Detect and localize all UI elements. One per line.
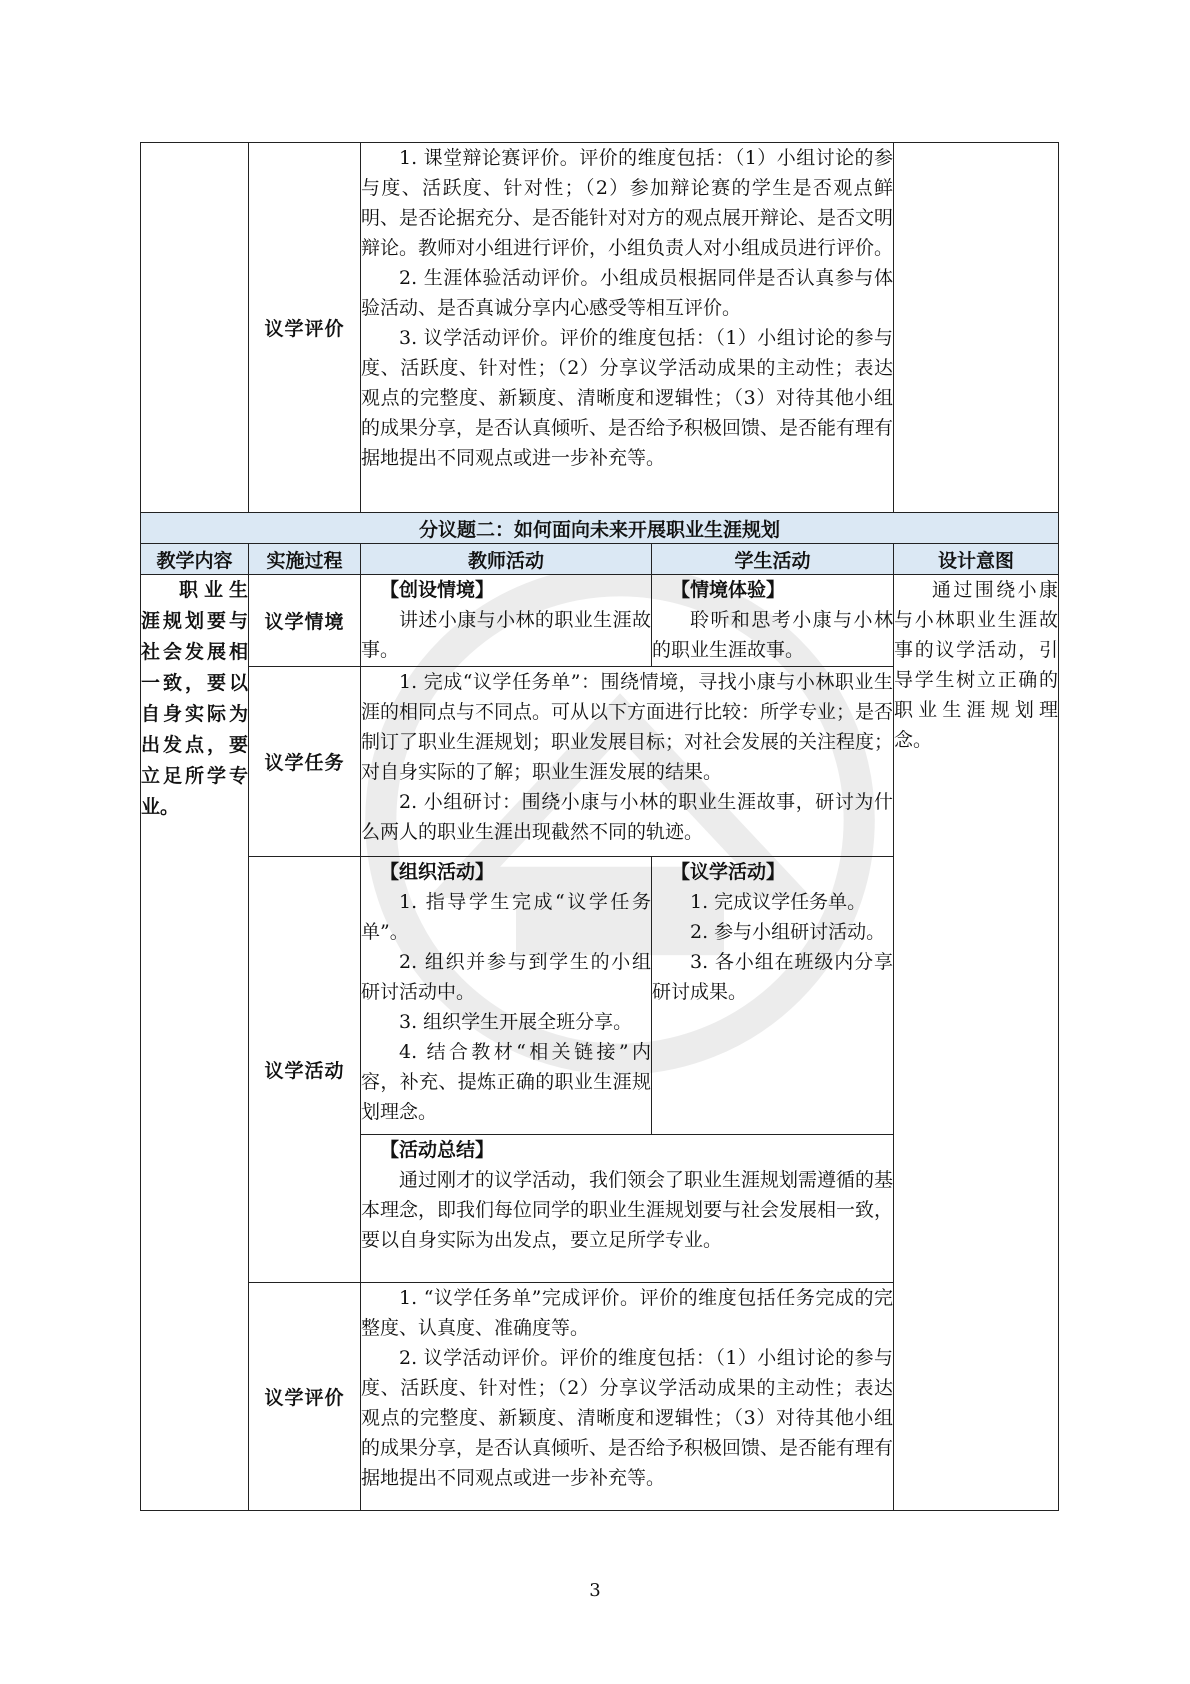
top-eval-text bbox=[361, 143, 894, 513]
teacher-activity-item: 4. 结合教材“相关链接”内容，补充、提炼正确的职业生涯规划理念。 bbox=[361, 1041, 651, 1123]
empty-intent-cell bbox=[894, 143, 1059, 513]
student-situation-heading: 【情境体验】 bbox=[671, 579, 786, 601]
column-header: 实施过程 bbox=[249, 544, 361, 575]
evaluation-paragraph: 2. 议学活动评价。评价的维度包括：（1）小组讨论的参与度、活跃度、针对性；（2）分享议学活动成果的主动性；表达观点的完整度、新颖度、清晰度和逻辑性；（3）对待其他小组的成果分享，是否认真倾听、是否给予积极回馈、是否能有理有据地提出不同观点或进一步补充等。 bbox=[361, 1347, 894, 1489]
teacher-activity-heading: 【组织活动】 bbox=[380, 861, 495, 883]
eval-paragraph: 1. 课堂辩论赛评价。评价的维度包括：（1）小组讨论的参与度、活跃度、针对性；（2）参加辩论赛的学生是否观点鲜明、是否论据充分、是否能针对对方的观点展开辩论、是否文明辩论。教师对小组进行评价，小组负责人对小组成员进行评价。 bbox=[361, 147, 894, 259]
column-header: 教学内容 bbox=[141, 544, 249, 575]
student-activity-item: 2. 参与小组研讨活动。 bbox=[690, 921, 886, 943]
column-header: 学生活动 bbox=[652, 544, 894, 575]
task-paragraph: 1. 完成“议学任务单”：围绕情境，寻找小康与小林职业生涯的相同点与不同点。可从以下方面进行比较：所学专业；是否制订了职业生涯规划；职业发展目标；对社会发展的关注程度；对自身实际的了解；职业生涯发展的结果。 bbox=[361, 671, 894, 783]
process-label-activity: 议学活动 bbox=[249, 857, 361, 1283]
situation-row bbox=[141, 575, 1059, 667]
process-label-task: 议学任务 bbox=[249, 667, 361, 857]
student-activity-item: 3. 各小组在班级内分享研讨成果。 bbox=[652, 951, 894, 1003]
student-activity-heading: 【议学活动】 bbox=[671, 861, 786, 883]
student-situation-text: 聆听和思考小康与小林的职业生涯故事。 bbox=[652, 609, 894, 661]
design-intent: 通过围绕小康与小林职业生涯故事的议学活动，引导学生树立正确的职业生涯规划理念。 bbox=[894, 575, 1059, 1511]
lesson-plan-table bbox=[140, 142, 1059, 1511]
process-label-evaluation: 议学评价 bbox=[249, 1283, 361, 1511]
teacher-situation-cell bbox=[361, 575, 652, 667]
column-header: 教师活动 bbox=[361, 544, 652, 575]
task-paragraph: 2. 小组研讨：围绕小康与小林的职业生涯故事，研讨为什么两人的职业生涯出现截然不同的轨迹。 bbox=[361, 791, 894, 843]
teacher-activity-item: 1. 指导学生完成“议学任务单”。 bbox=[361, 891, 651, 943]
column-header-row bbox=[141, 544, 1059, 575]
student-activity-item: 1. 完成议学任务单。 bbox=[690, 891, 867, 913]
top-eval-row bbox=[141, 143, 1059, 513]
empty-content-cell bbox=[141, 143, 249, 513]
teacher-activity-item: 3. 组织学生开展全班分享。 bbox=[399, 1011, 633, 1033]
student-situation-cell bbox=[652, 575, 894, 667]
task-text bbox=[361, 667, 894, 857]
teacher-situation-text: 讲述小康与小林的职业生涯故事。 bbox=[361, 609, 651, 661]
eval-paragraph: 3. 议学活动评价。评价的维度包括：（1）小组讨论的参与度、活跃度、针对性；（2）分享议学活动成果的主动性；表达观点的完整度、新颖度、清晰度和逻辑性；（3）对待其他小组的成果分享，是否认真倾听、是否给予积极回馈、是否能有理有据地提出不同观点或进一步补充等。 bbox=[361, 327, 894, 469]
evaluation-paragraph: 1. “议学任务单”完成评价。评价的维度包括任务完成的完整度、认真度、准确度等。 bbox=[361, 1287, 894, 1339]
eval-paragraph: 2. 生涯体验活动评价。小组成员根据同伴是否认真参与体验活动、是否真诚分享内心感受等相互评价。 bbox=[361, 267, 894, 319]
activity-summary-heading: 【活动总结】 bbox=[380, 1139, 495, 1161]
activity-summary-cell bbox=[361, 1135, 894, 1283]
process-label-situation: 议学情境 bbox=[249, 575, 361, 667]
section-title: 分议题二：如何面向未来开展职业生涯规划 bbox=[141, 513, 1059, 544]
teacher-situation-heading: 【创设情境】 bbox=[380, 579, 495, 601]
page-number: 3 bbox=[589, 1580, 601, 1601]
activity-summary-text: 通过刚才的议学活动，我们领会了职业生涯规划需遵循的基本理念，即我们每位同学的职业生涯规划要与社会发展相一致，要以自身实际为出发点，要立足所学专业。 bbox=[361, 1169, 894, 1251]
process-label-eval-top: 议学评价 bbox=[249, 143, 361, 513]
column-header: 设计意图 bbox=[894, 544, 1059, 575]
teacher-activity-item: 2. 组织并参与到学生的小组研讨活动中。 bbox=[361, 951, 651, 1003]
student-activity-cell bbox=[652, 857, 894, 1135]
teaching-content: 职业生涯规划要与社会发展相一致，要以自身实际为出发点，要立足所学专业。 bbox=[141, 575, 249, 1511]
teacher-activity-cell bbox=[361, 857, 652, 1135]
evaluation-text bbox=[361, 1283, 894, 1511]
